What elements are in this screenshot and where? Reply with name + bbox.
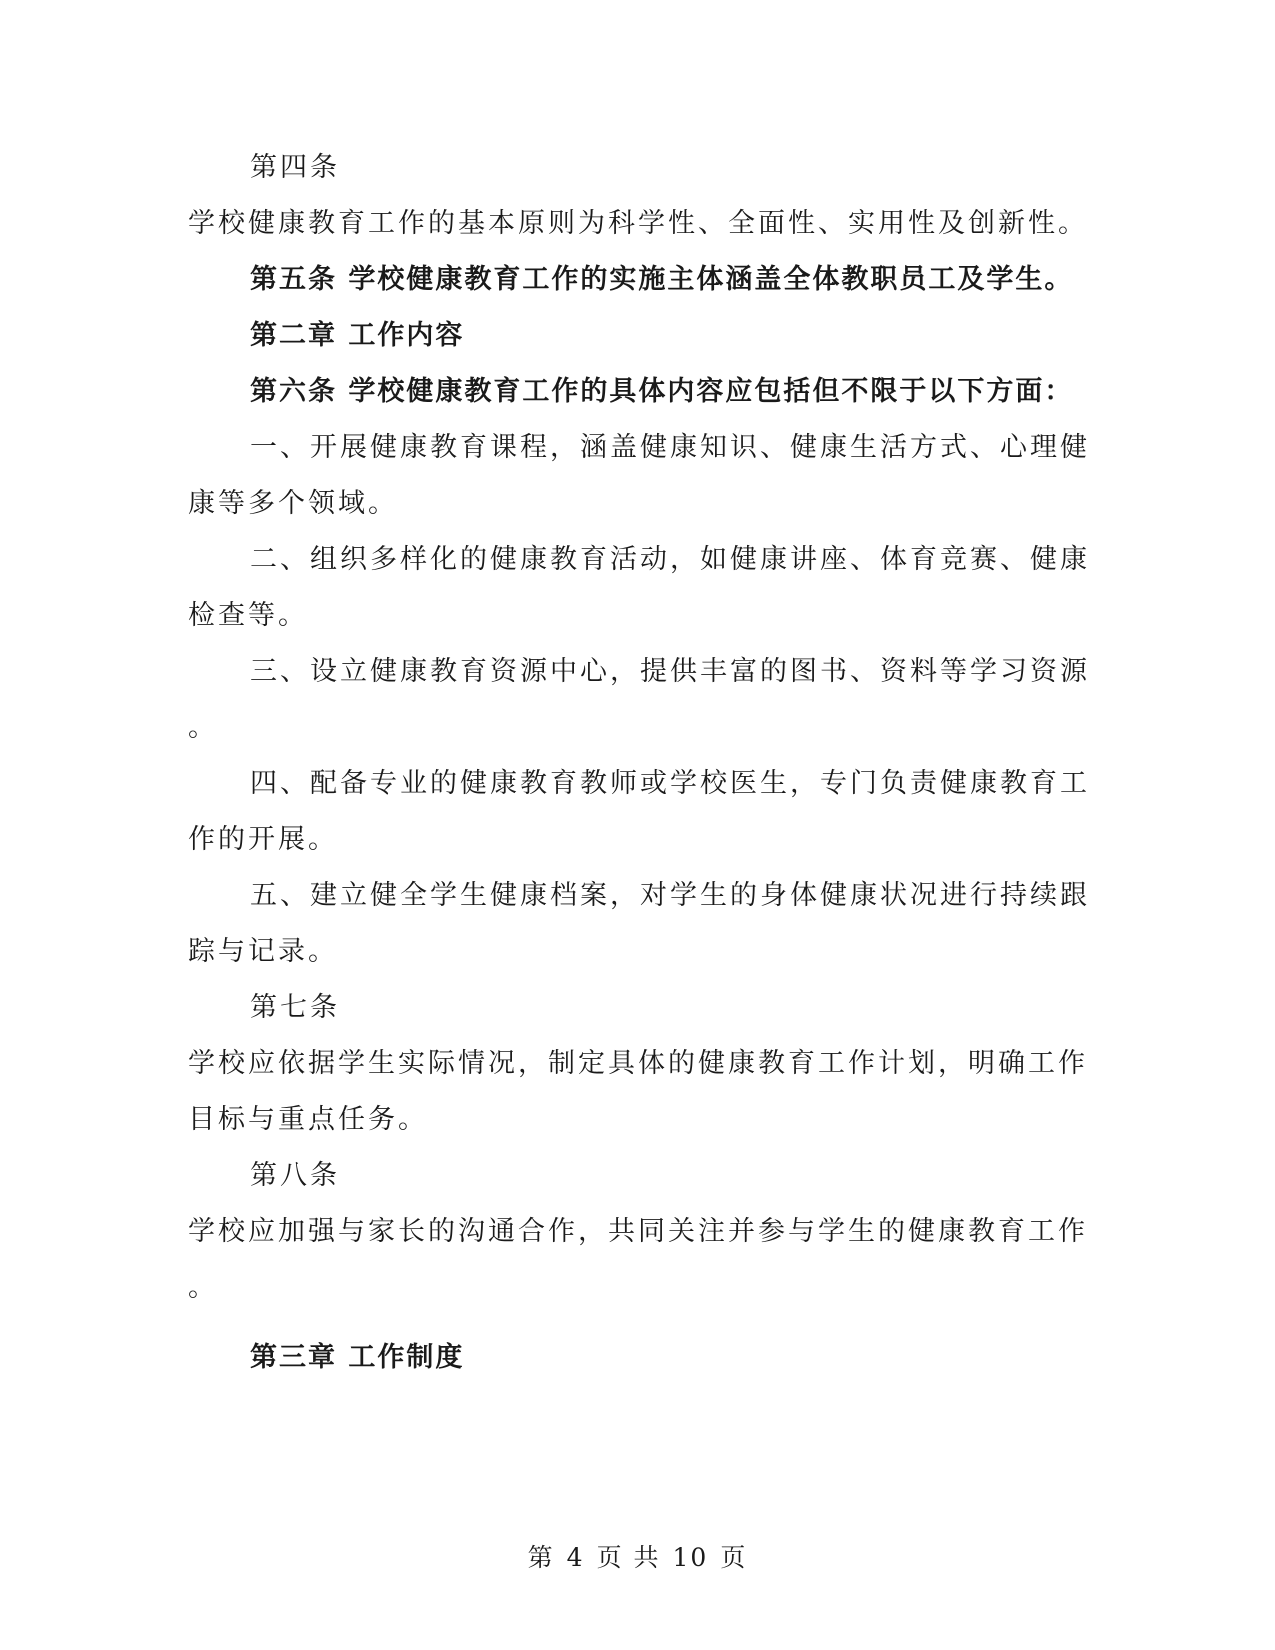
spacer bbox=[188, 1316, 1068, 1330]
footer-suffix: 页 bbox=[720, 1543, 748, 1572]
article-8-text-line-2: 。 bbox=[188, 1272, 218, 1303]
article-7-heading: 第七条 bbox=[250, 992, 340, 1023]
footer-page-number: 4 bbox=[566, 1543, 585, 1572]
footer-middle: 页 共 bbox=[596, 1543, 661, 1572]
footer-total-pages: 10 bbox=[672, 1543, 709, 1572]
article-4-text: 学校健康教育工作的基本原则为科学性、全面性、实用性及创新性。 bbox=[188, 208, 1088, 239]
article-8-heading: 第八条 bbox=[250, 1160, 340, 1191]
item-1-line-2: 康等多个领域。 bbox=[188, 488, 398, 519]
footer-prefix: 第 bbox=[527, 1543, 555, 1572]
article-8-text-line-1: 学校应加强与家长的沟通合作，共同关注并参与学生的健康教育工作 bbox=[188, 1216, 1088, 1247]
article-7-text-line-1: 学校应依据学生实际情况，制定具体的健康教育工作计划，明确工作 bbox=[188, 1048, 1088, 1079]
item-2-line-2: 检查等。 bbox=[188, 600, 308, 631]
chapter-3-heading: 第三章 工作制度 bbox=[250, 1342, 465, 1373]
item-4-line-2: 作的开展。 bbox=[188, 824, 338, 855]
article-4-heading: 第四条 bbox=[250, 152, 340, 183]
chapter-2-heading: 第二章 工作内容 bbox=[250, 320, 465, 351]
item-3-line-1: 三、设立健康教育资源中心，提供丰富的图书、资料等学习资源 bbox=[250, 656, 1090, 687]
item-3-line-2: 。 bbox=[188, 712, 218, 743]
article-6: 第六条 学校健康教育工作的具体内容应包括但不限于以下方面： bbox=[250, 376, 1074, 407]
article-7-text-line-2: 目标与重点任务。 bbox=[188, 1104, 428, 1135]
document-body bbox=[188, 140, 1090, 1386]
item-4-line-1: 四、配备专业的健康教育教师或学校医生，专门负责健康教育工 bbox=[250, 768, 1090, 799]
item-5-line-1: 五、建立健全学生健康档案，对学生的身体健康状况进行持续跟 bbox=[250, 880, 1090, 911]
item-2-line-1: 二、组织多样化的健康教育活动，如健康讲座、体育竞赛、健康 bbox=[250, 544, 1090, 575]
item-1-line-1: 一、开展健康教育课程，涵盖健康知识、健康生活方式、心理健 bbox=[250, 432, 1090, 463]
item-5-line-2: 踪与记录。 bbox=[188, 936, 338, 967]
page-footer bbox=[0, 1538, 1275, 1574]
article-5: 第五条 学校健康教育工作的实施主体涵盖全体教职员工及学生。 bbox=[250, 264, 1074, 295]
